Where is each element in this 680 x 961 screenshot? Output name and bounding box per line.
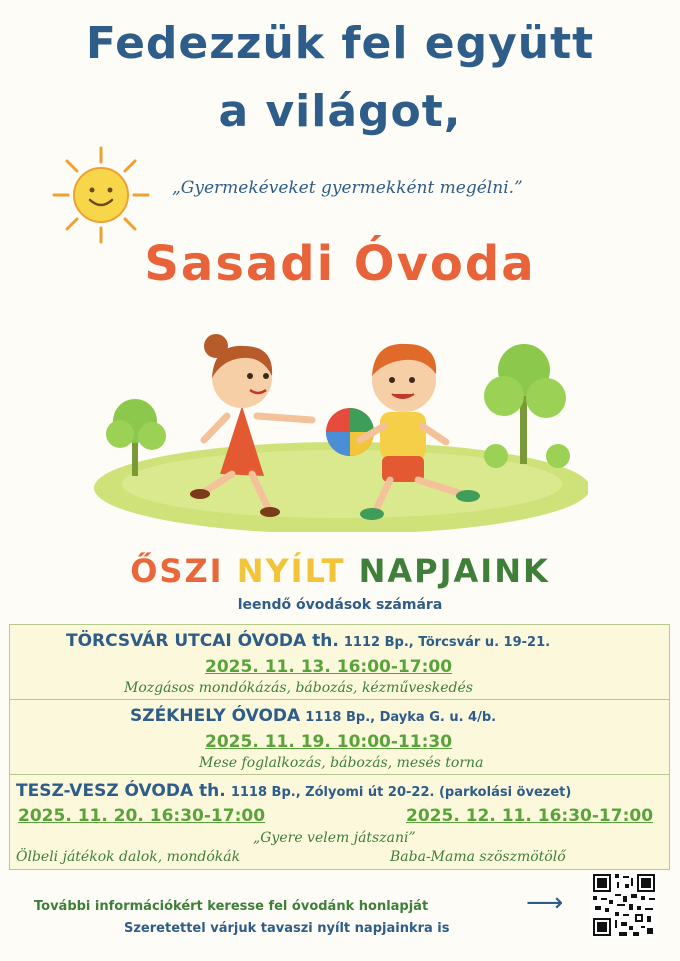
open-days-word-3: NAPJAINK — [358, 552, 550, 590]
event-date-1: 2025. 11. 20. 16:30-17:00 — [18, 806, 266, 826]
event-address: 1112 Bp., Törcsvár u. 19-21. — [343, 635, 551, 650]
sun-icon — [46, 140, 156, 250]
event-quote: „Gyere velem játszani” — [253, 830, 416, 846]
event-box-szekhely — [9, 699, 670, 775]
children-playing-illustration — [92, 316, 588, 532]
arrow-right-icon: ⟶ — [526, 888, 564, 918]
open-days-title — [0, 552, 680, 590]
event-place: TÖRCSVÁR UTCAI ÓVODA th. — [66, 631, 339, 651]
website-info-text: További információkért keresse fel óvodánk honlapját — [34, 899, 429, 914]
event-box-torcsvar — [9, 624, 670, 700]
event-address: 1118 Bp., Zólyomi út 20-22. (parkolási övezet) — [230, 785, 572, 800]
event-place-line — [16, 781, 571, 801]
event-activity-1: Ölbeli játékok dalok, mondókák — [16, 849, 241, 865]
motto: „Gyermekéveket gyermekként megélni.” — [172, 178, 523, 198]
audience-subtitle: leendő óvodások számára — [237, 597, 443, 613]
qr-code-icon[interactable] — [591, 872, 657, 938]
event-date: 2025. 11. 13. 16:00-17:00 — [205, 657, 453, 677]
spring-invitation-text: Szeretettel várjuk tavaszi nyílt napjainkra is — [124, 921, 450, 936]
open-days-word-1: ŐSZI — [130, 552, 224, 590]
event-date-2: 2025. 12. 11. 16:30-17:00 — [406, 806, 654, 826]
event-date: 2025. 11. 19. 10:00-11:30 — [205, 732, 453, 752]
header-line-2: a világot, — [218, 86, 462, 137]
event-place-line — [130, 706, 496, 726]
event-activities: Mozgásos mondókázás, bábozás, kézműveskedés — [124, 680, 473, 696]
event-activities: Mese foglalkozás, bábozás, mesés torna — [199, 755, 484, 771]
event-address: 1118 Bp., Dayka G. u. 4/b. — [305, 710, 497, 725]
event-place-line — [66, 631, 550, 651]
tree-right — [484, 344, 570, 468]
event-place: TESZ-VESZ ÓVODA th. — [16, 781, 226, 801]
event-box-tesz-vesz — [9, 774, 670, 870]
open-days-word-2: NYÍLT — [236, 552, 346, 590]
event-activity-2: Baba-Mama szöszmötölő — [390, 849, 566, 865]
header-line-1: Fedezzük fel együtt — [85, 18, 595, 69]
event-place: SZÉKHELY ÓVODA — [130, 706, 301, 726]
kindergarten-name: Sasadi Óvoda — [144, 236, 536, 292]
